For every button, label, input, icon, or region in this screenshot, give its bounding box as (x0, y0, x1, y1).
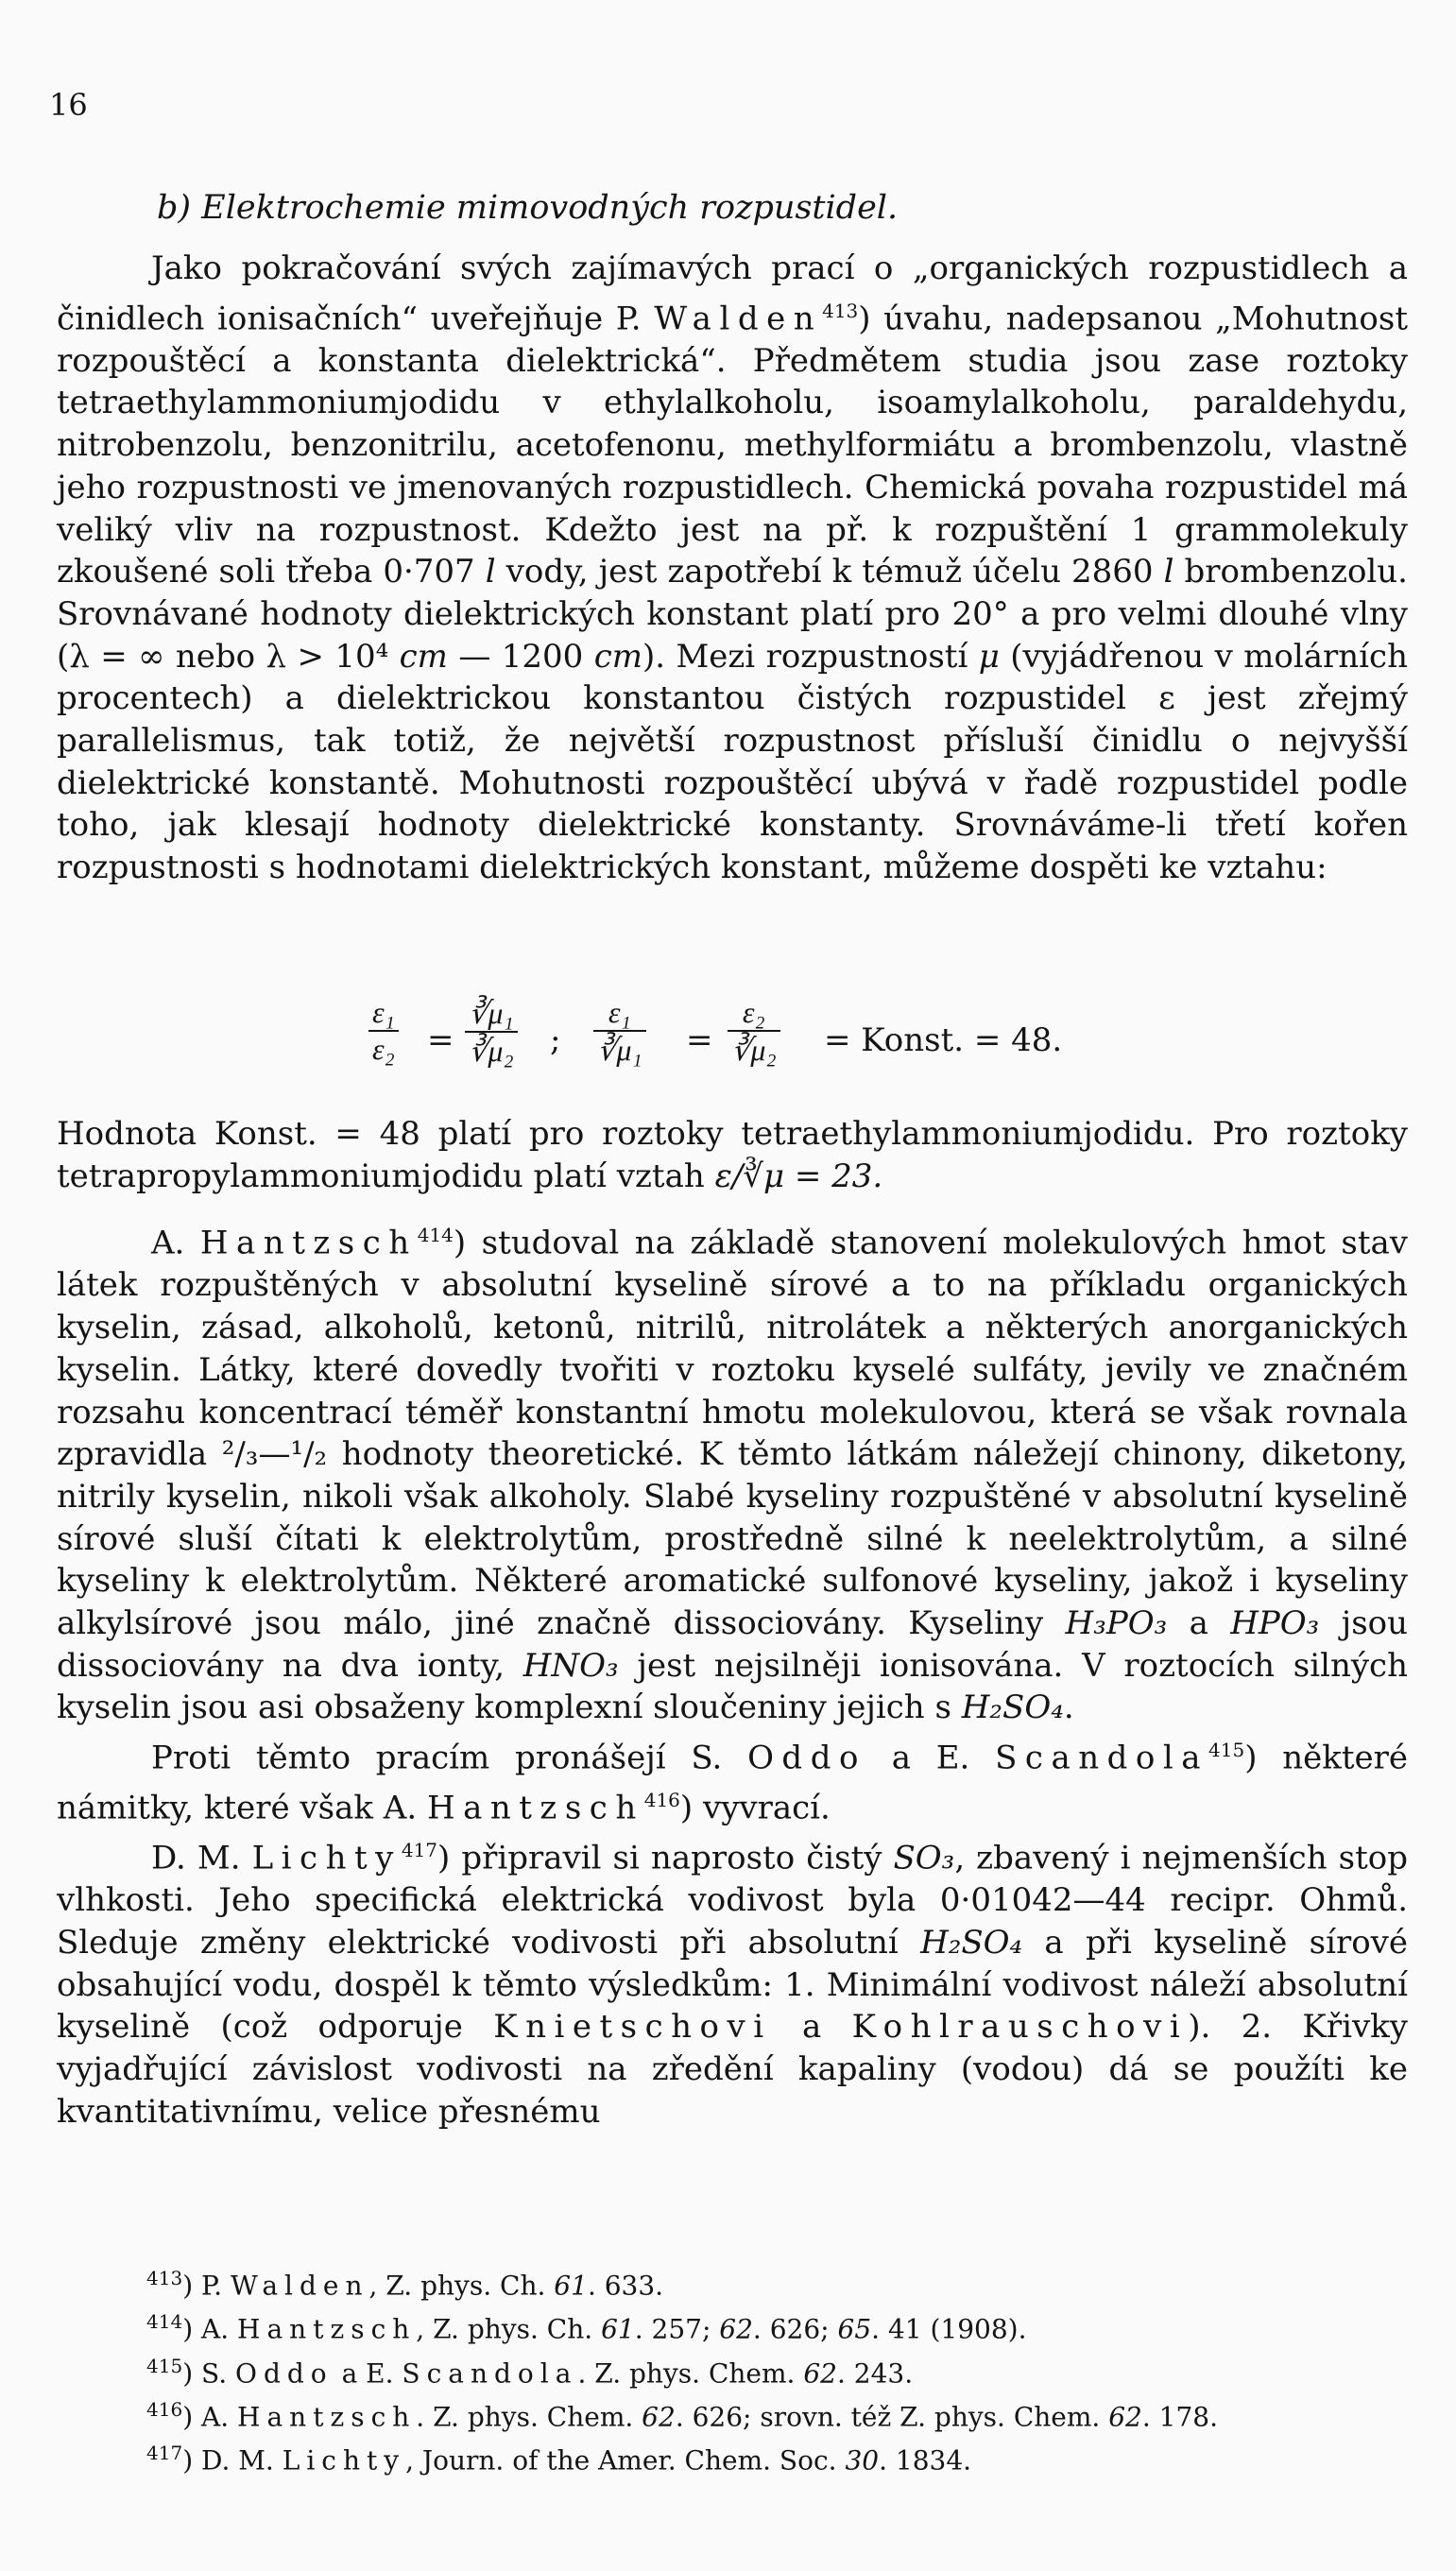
text-run: 62 (803, 2357, 837, 2389)
text-run: . Z. phys. Chem. (416, 2401, 642, 2433)
footnote-414 (146, 2304, 1375, 2347)
text-run: 416 (146, 2397, 183, 2421)
text-run: 415 (146, 2354, 183, 2377)
paragraph-konst (57, 1113, 1408, 1197)
body-text-upper (57, 248, 1408, 889)
text-run: 61 (601, 2313, 635, 2345)
formula-block: $\frac{\text{ε₁}}{\text{ε₂}}$ = $\frac{\text{∛μ₁}}{\text{∛μ₂}}$ ; $\frac{\text{ε₁}}{\text{∛μ₁}}$ = $\frac{\text{ε₂}}{\text{∛μ₂}}$ = Konst. = 48. (0, 987, 1456, 1110)
text-run: l (485, 553, 496, 591)
paragraph-hantzsch (57, 1214, 1408, 1729)
formula-frac-roots: $\frac{\text{∛μ₁}}{\text{∛μ₂}}$ (465, 995, 518, 1069)
text-run: . (1063, 1688, 1074, 1727)
footnote-417 (146, 2435, 1375, 2478)
text-run: A. (151, 1224, 200, 1262)
text-run: , Z. phys. Ch. (416, 2313, 602, 2345)
text-run: . 626; (752, 2313, 838, 2345)
text-run: cm (593, 637, 642, 676)
section-heading: b) Elektrochemie mimovodných rozpustidel. (157, 189, 899, 227)
text-run: 62 (642, 2401, 676, 2433)
text-run: 417 (146, 2442, 183, 2465)
text-run: μ (978, 637, 1000, 676)
text-run: ) připravil si naprosto čistý (437, 1839, 894, 1877)
text-run: l (1163, 553, 1174, 591)
text-run: HPO₃ (1230, 1604, 1320, 1643)
text-run: Walden (654, 300, 823, 338)
text-run: Hantzsch (237, 2313, 417, 2345)
text-run: a při kyselině sírové obsahující vodu, dospěl k těmto výsledkům: 1. Minimální vodivost náleží absolutní kyselině (což odporuje (57, 1923, 1408, 2047)
text-run: jsou dissociovány na dva ionty, (57, 1604, 1409, 1685)
footnote-416 (146, 2391, 1375, 2435)
text-run: . 626; srovn. též Z. phys. Chem. (675, 2401, 1109, 2433)
text-run: ) některé námitky, které však A. (57, 1739, 1408, 1827)
text-run: ) úvahu, nadepsanou „Mohutnost rozpouštěcí a konstanta dielektrická“. Předmětem studia jsou zase roztoky tetraethylammoniumjodidu v ethylalkoholu, isoamylalkoholu, paraldehydu, nitrobenzolu, benzonitrilu, acetofenonu, methylformiátu a brombenzolu, vlastně jeho rozpustnosti ve jmenovaných rozpustidlech. Chemická povaha rozpustidel má veliký vliv na rozpustnost. Kdežto jest na př. k rozpuštění 1 grammolekuly zkoušené soli třeba 0·707 (57, 300, 1408, 591)
text-run: 62 (1108, 2401, 1142, 2433)
text-run: SO₃ (893, 1839, 955, 1877)
text-run: . 178. (1141, 2401, 1219, 2433)
text-run: Oddo (235, 2357, 334, 2389)
text-run: 416 (643, 1789, 680, 1812)
paragraph-lichty (57, 1829, 1408, 2133)
formula-frac-e1-root: $\frac{\text{ε₁}}{\text{∛μ₁}}$ (593, 995, 646, 1068)
footnote-415 (146, 2348, 1375, 2391)
text-run: 62 (719, 2313, 753, 2345)
text-run: . 1834. (879, 2444, 972, 2477)
text-run: — 1200 (447, 637, 594, 676)
text-run: Kohlrauschovi (851, 2008, 1189, 2047)
text-run: H₂SO₄ (961, 1688, 1064, 1727)
text-run: Proti těmto pracím pronášejí S. (151, 1739, 748, 1777)
text-run: . 243. (836, 2357, 914, 2389)
formula-konst: = Konst. = 48. (824, 1021, 1063, 1059)
text-run: H₂SO₄ (920, 1923, 1023, 1962)
page-number: 16 (49, 87, 88, 123)
footnotes (146, 2260, 1375, 2479)
text-run: (vyjádřenou v molárních procentech) a dielektrickou konstantou čistých rozpustidel ε jest zřejmý parallelismus, tak totiž, že největší rozpustnost přísluší činidlu o nejvyšší dielektrické konstantě. Mohutnosti rozpouštěcí ubývá v řadě rozpustidel podle toho, jak klesají hodnoty dielektrické konstanty. Srovnáváme-li třetí kořen rozpustnosti s hodnotami dielektrických konstant, můžeme dospěti ke vztahu: (57, 637, 1408, 887)
text-run: Scandola (402, 2357, 578, 2389)
text-run: Lichty (282, 2444, 406, 2477)
text-run: ) A. (182, 2313, 238, 2345)
text-run: ) S. (182, 2357, 235, 2389)
text-run: D. M. (151, 1839, 252, 1877)
text-run: Hantzsch (426, 1789, 644, 1827)
text-run: Hodnota Konst. = 48 platí pro roztoky tetraethylammoniumjodidu. Pro roztoky tetrapropylammoniumjodidu platí vztah (57, 1115, 1408, 1195)
text-run: . 257; (634, 2313, 720, 2345)
text-run: H₃PO₃ (1065, 1604, 1168, 1643)
body-text-lower (57, 1113, 1408, 2133)
text-run: ) vyvrací. (679, 1789, 831, 1827)
text-run: Scandola (995, 1739, 1208, 1777)
text-run: , Z. phys. Ch. (368, 2270, 555, 2302)
text-run: ) studoval na základě stanovení molekulových hmot stav látek rozpuštěných v absolutní kyselině sírové a to na příkladu organických kyselin, zásad, alkoholů, ketonů, nitrilů, nitrolátek a některých anorganických kyselin. Látky, které dovedly tvořiti v roztoku kyselé sulfáty, jevily ve značném rozsahu koncentrací téměř konstantní hmotu molekulovou, která se však rovnala zpravidla ²/₃—¹/₂ hodnoty theoretické. K těmto látkám náležejí chinony, diketony, nitrily kyselin, nikoli však alkoholy. Slabé kyseliny rozpuštěné v absolutní kyselině sírové sluší čítati k elektrolytům, prostředně silné k neelektrolytům, a silné kyseliny k elektrolytům. Některé aromatické sulfonové kyseliny, jakož i kyseliny alkylsírové jsou málo, jiné značně dissociovány. Kyseliny (57, 1224, 1408, 1643)
text-run: 417 (401, 1839, 438, 1862)
text-run: 61 (554, 2270, 588, 2302)
text-run: Hantzsch (199, 1224, 418, 1262)
text-run: brombenzolu. Srovnávané hodnoty dielektrických konstant platí pro 20° a pro velmi dlouhé vlny (λ = ∞ nebo λ > 10⁴ (57, 553, 1408, 676)
text-run: , Journ. of the Amer. Chem. Soc. (405, 2444, 846, 2477)
text-run: ) A. (182, 2401, 238, 2433)
text-run: ) D. M. (182, 2444, 283, 2477)
text-run: vody, jest zapotřebí k témuž účelu 2860 (495, 553, 1164, 591)
text-run: 414 (146, 2310, 183, 2334)
text-run: ) P. (182, 2270, 231, 2302)
text-run: cm (399, 637, 448, 676)
formula-frac-e2-root: $\frac{\text{ε₂}}{\text{∛μ₂}}$ (728, 995, 780, 1068)
text-run: ε/∛μ = 23. (714, 1157, 883, 1195)
text-run: a (771, 2008, 852, 2047)
paragraph-oddo (57, 1729, 1408, 1829)
text-run: 413 (146, 2267, 183, 2289)
text-run: a (1167, 1604, 1231, 1643)
text-run: Lichty (251, 1839, 402, 1877)
text-run: a E. (865, 1739, 996, 1777)
text-run: . 633. (587, 2270, 664, 2302)
text-run: , zbavený i nejmenších stop vlhkosti. Jeho specifická elektrická vodivost byla 0·01042—44 recipr. Ohmů. Sleduje změny elektrické vodivosti při absolutní (57, 1839, 1409, 1962)
paragraph-walden (57, 248, 1408, 889)
text-run: Jako pokračování svých zajímavých prací o „organických rozpustidlech a činidlech ionisačních“ uveřejňuje P. (57, 249, 1408, 338)
text-run: ). Mezi rozpustností (642, 637, 979, 676)
text-run: 65 (837, 2313, 872, 2345)
footnote-413 (146, 2260, 1375, 2304)
text-run: . 41 (1908). (871, 2313, 1027, 2345)
text-run: . Z. phys. Chem. (577, 2357, 804, 2389)
text-run: 415 (1208, 1739, 1245, 1762)
text-run: 413 (822, 299, 859, 322)
text-run: Oddo (747, 1739, 866, 1777)
formula-frac-e1-e2: $\frac{\text{ε₁}}{\text{ε₂}}$ (368, 995, 399, 1067)
text-run: Hantzsch (237, 2401, 417, 2433)
text-run: a E. (333, 2357, 403, 2389)
text-run: Knietschovi (493, 2008, 772, 2047)
text-run: ). 2. Křivky vyjadřující závislost vodivosti na zředění kapaliny (vodou) dá se použíti ke kvantitativnímu, velice přesnému (57, 2008, 1408, 2131)
text-run: jest nejsilněji ionisována. V roztocích silných kyselin jsou asi obsaženy komplexní sloučeniny jejich s (57, 1646, 1408, 1727)
text-run: 414 (417, 1224, 454, 1247)
text-run: HNO₃ (522, 1646, 619, 1685)
text-run: 30 (845, 2444, 880, 2477)
text-run: Walden (230, 2270, 369, 2302)
